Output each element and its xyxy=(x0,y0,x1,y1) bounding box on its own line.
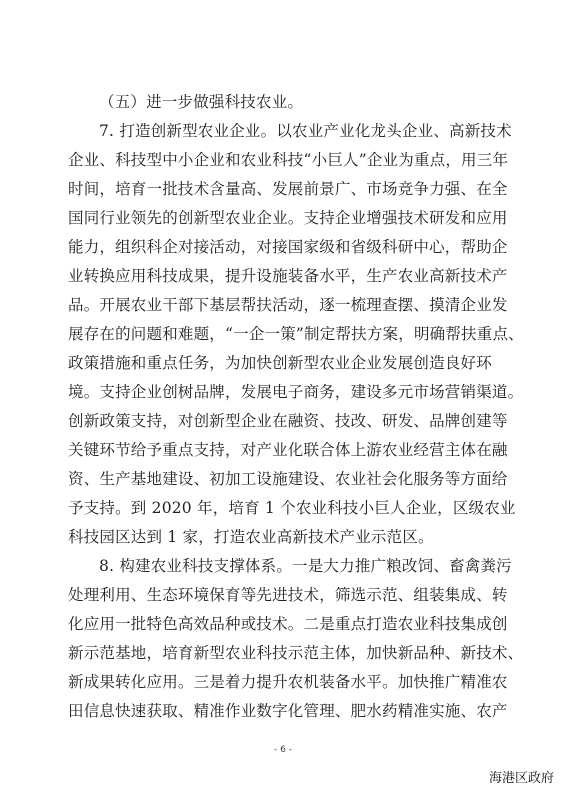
paragraph-7 xyxy=(68,117,524,552)
paragraph-7-line: 科技园区达到 1 家，打造农业高新技术产业示范区。 xyxy=(68,528,434,546)
paragraph-7-line: 7. 打造创新型农业企业。以农业产业化龙头企业、高新技术 xyxy=(99,122,512,140)
paragraph-7-line: 企业、科技型中小企业和农业科技“小巨人”企业为重点，用三年 xyxy=(68,151,509,169)
paragraph-7-line: 国同行业领先的创新型农业企业。支持企业增强技术研发和应用 xyxy=(68,209,508,227)
paragraph-7-line: 创新政策支持，对创新型企业在融资、技改、研发、品牌创建等 xyxy=(68,412,508,430)
paragraph-8-line: 新成果转化应用。三是着力提升农机装备水平。加快推广精准农 xyxy=(68,673,508,691)
paragraph-8-line: 田信息快速获取、精准作业数字化管理、肥水药精准实施、农产 xyxy=(68,702,508,720)
paragraph-7-line: 品。开展农业干部下基层帮扶活动，逐一梳理查摆、摸清企业发 xyxy=(68,296,508,314)
paragraph-7-line: 予支持。到 2020 年，培育 1 个农业科技小巨人企业，区级农业 xyxy=(68,499,516,517)
paragraph-8 xyxy=(68,552,524,726)
page-number: - 6 - xyxy=(274,745,292,755)
source-watermark: 海港区政府 xyxy=(488,771,554,786)
paragraph-8-line: 8. 构建农业科技支撑体系。一是大力推广粮改饲、畜禽粪污 xyxy=(99,557,512,575)
paragraph-7-line: 资、生产基地建设、初加工设施建设、农业社会化服务等方面给 xyxy=(68,470,508,488)
paragraph-8-line: 新示范基地，培育新型农业科技示范主体，加快新品种、新技术、 xyxy=(68,644,524,662)
paragraph-7-line: 能力，组织科企对接活动，对接国家级和省级科研中心，帮助企 xyxy=(68,238,508,256)
paragraph-7-line: 展存在的问题和难题，“一企一策”制定帮扶方案，明确帮扶重点、 xyxy=(68,325,524,343)
paragraph-8-line: 化应用一批特色高效品种或技术。二是重点打造农业科技集成创 xyxy=(68,615,508,633)
paragraph-7-line: 关键环节给予重点支持，对产业化联合体上游农业经营主体在融 xyxy=(68,441,508,459)
paragraph-8-line: 处理利用、生态环境保育等先进技术，筛选示范、组装集成、转 xyxy=(68,586,508,604)
paragraph-7-line: 时间，培育一批技术含量高、发展前景广、市场竞争力强、在全 xyxy=(68,180,508,198)
paragraph-7-line: 政策措施和重点任务，为加快创新型农业企业发展创造良好环 xyxy=(68,354,492,372)
section-heading: （五）进一步做强科技农业。 xyxy=(99,93,304,111)
paragraph-7-line: 业转换应用科技成果，提升设施装备水平，生产农业高新技术产 xyxy=(68,267,508,285)
paragraph-7-line: 境。支持企业创树品牌，发展电子商务，建设多元市场营销渠道。 xyxy=(68,383,524,401)
document-body xyxy=(68,88,524,726)
